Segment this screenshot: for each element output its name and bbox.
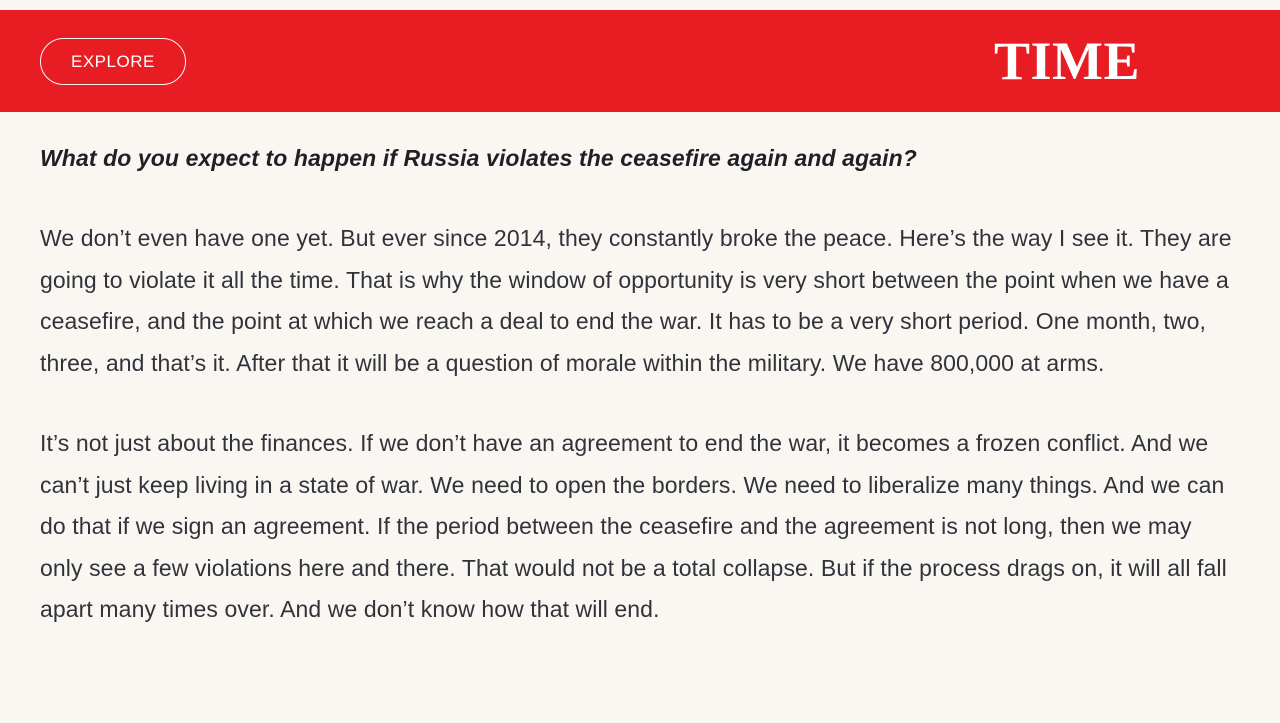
page (0, 10, 1280, 723)
time-logo[interactable]: TIME (993, 31, 1140, 91)
site-header (0, 10, 1280, 112)
interview-question: What do you expect to happen if Russia violates the ceasefire again and again? (40, 145, 917, 171)
explore-button[interactable]: EXPLORE (40, 38, 186, 85)
article-paragraph-1: We don’t even have one yet. But ever since 2014, they constantly broke the peace. Here’s the way I see it. They are going to violate it all the time. That is why the window of opportunity is very short between the point when we have a ceasefire, and the point at which we reach a deal to end the war. It has to be a very short period. One month, two, three, and that’s it. After that it will be a question of morale within the military. We have 800,000 at arms. (40, 225, 1232, 376)
article-body (0, 112, 1280, 631)
article-paragraph-2: It’s not just about the finances. If we don’t have an agreement to end the war, it becomes a frozen conflict. And we can’t just keep living in a state of war. We need to open the borders. We need to liberalize many things. And we can do that if we sign an agreement. If the period between the ceasefire and the agreement is not long, then we may only see a few violations here and there. That would not be a total collapse. But if the process drags on, it will all fall apart many times over. And we don’t know how that will end. (40, 430, 1227, 622)
